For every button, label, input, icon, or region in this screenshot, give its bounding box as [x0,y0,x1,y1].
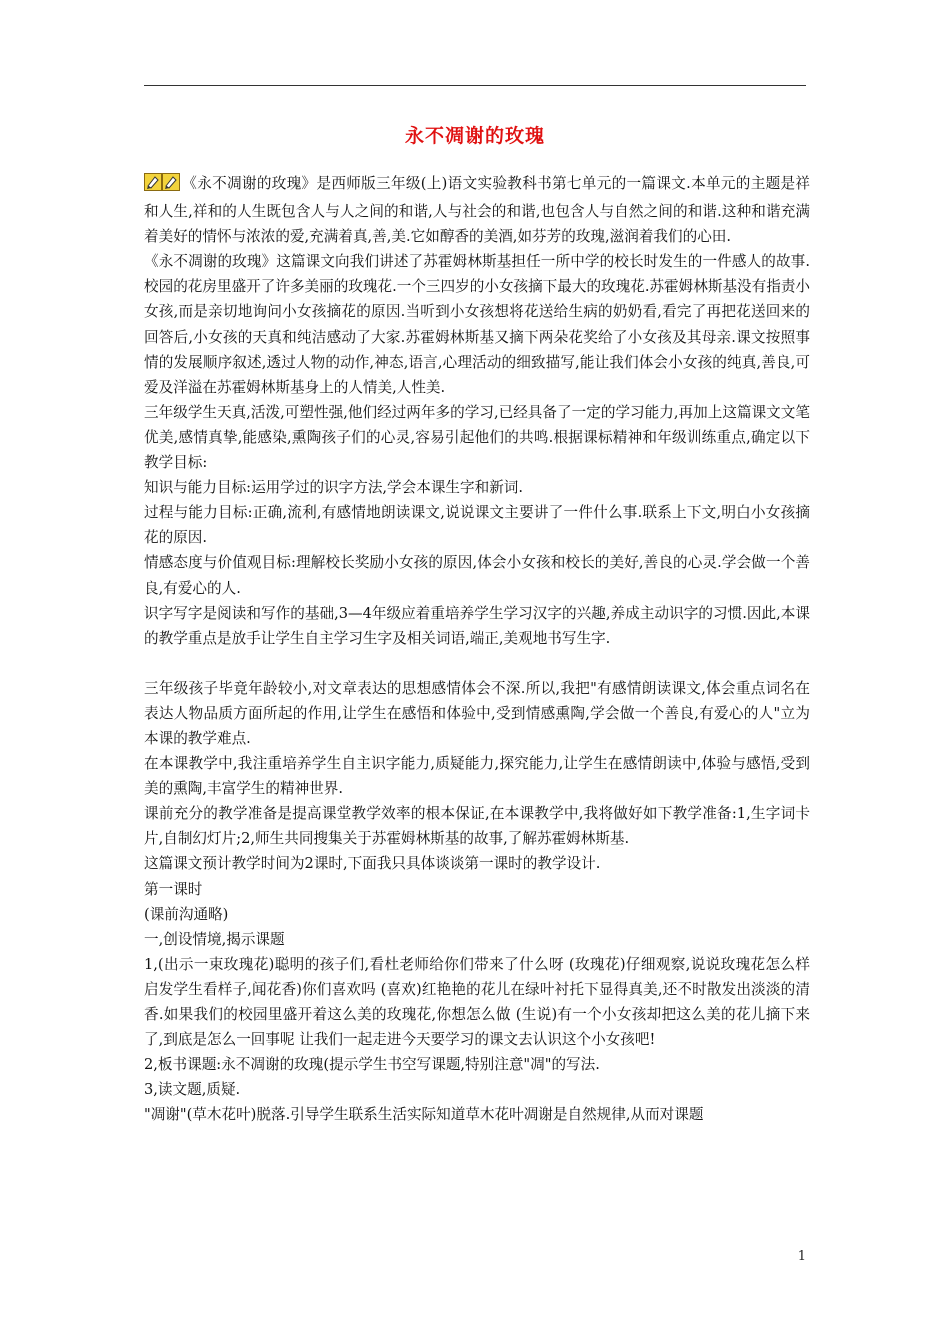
pencil-book-icons [144,173,180,199]
paragraph: 2,板书课题:永不凋谢的玫瑰(提示学生书空写课题,特别注意"凋"的写法. [144,1056,600,1074]
document-body [144,171,810,1127]
paragraph: 《永不凋谢的玫瑰》是西师版三年级(上)语文实验教科书第七单元的一篇课文.本单元的主题是祥和人生,祥和的人生既包含人与人之间的和谐,人与社会的和谐,也包含人与自然之间的和谐.这种和谐充满着美好的情怀与浓浓的爱,充满着真,善,美.它如醇香的美酒,如芬芳的玫瑰,滋润着我们的心田. [144,175,810,246]
section-heading: 一,创设情境,揭示课题 [144,930,285,948]
paragraph: 情感态度与价值观目标:理解校长奖励小女孩的原因,体会小女孩和校长的美好,善良的心灵.学会做一个善良,有爱心的人. [144,554,810,597]
header-rule [144,85,806,86]
paragraph: 三年级孩子毕竟年龄较小,对文章表达的思想感情体会不深.所以,我把"有感情朗读课文,体会重点词名在表达人物品质方面所起的作用,让学生在感悟和体验中,受到情感熏陶,学会做一个善良,有爱心的人"立为本课的教学难点. [144,679,810,747]
section-heading: 第一课时 [144,880,203,898]
paragraph: 这篇课文预计教学时间为2课时,下面我只具体谈谈第一课时的教学设计. [144,855,601,873]
paragraph: 识字写字是阅读和写作的基础,3—4年级应着重培养学生学习汉字的兴趣,养成主动识字的习惯.因此,本课的教学重点是放手让学生自主学习生字及相关词语,端正,美观地书写生字. [144,604,810,647]
paragraph: 3,读文题,质疑. [144,1081,241,1099]
document-title: 永不凋谢的玫瑰 [404,125,545,147]
paragraph: (课前沟通略) [144,905,229,923]
page-number: 1 [797,1249,806,1264]
paragraph: "凋谢"(草木花叶)脱落.引导学生联系生活实际知道草木花叶凋谢是自然规律,从而对课题 [144,1106,704,1124]
paragraph: 在本课教学中,我注重培养学生自主识字能力,质疑能力,探究能力,让学生在感情朗读中,体验与感悟,受到美的熏陶,丰富学生的精神世界. [144,755,810,798]
pencil-book-icon [144,173,162,191]
paragraph: 1,(出示一束玫瑰花)聪明的孩子们,看杜老师给你们带来了什么呀 (玫瑰花)仔细观察,说说玫瑰花怎么样 启发学生看样子,闻花香)你们喜欢吗 (喜欢)红艳艳的花儿在绿叶衬托下显得真美,还不时散发出淡淡的清香.如果我们的校园里盛开着这么美的玫瑰花,你想怎么做 (生说)有一个小女孩却把这么美的花儿摘下来了,到底是怎么一回事呢 让我们一起走进今天要学习的课文去认识这个小女孩吧! [144,955,810,1049]
pencil-book-icon [162,173,180,191]
paragraph: 《永不凋谢的玫瑰》这篇课文向我们讲述了苏霍姆林斯基担任一所中学的校长时发生的一件感人的故事.校园的花房里盛开了许多美丽的玫瑰花.一个三四岁的小女孩摘下最大的玫瑰花.苏霍姆林斯基没有指责小女孩,而是亲切地询问小女孩摘花的原因.当听到小女孩想将花送给生病的奶奶看,看完了再把花送回来的回答后,小女孩的天真和纯洁感动了大家.苏霍姆林斯基又摘下两朵花奖给了小女孩及其母亲.课文按照事情的发展顺序叙述,透过人物的动作,神态,语言,心理活动的细致描写,能让我们体会小女孩的纯真,善良,可爱及洋溢在苏霍姆林斯基身上的人情美,人性美. [144,253,811,396]
paragraph: 课前充分的教学准备是提高课堂教学效率的根本保证,在本课教学中,我将做好如下教学准备:1,生字词卡片,自制幻灯片;2,师生共同搜集关于苏霍姆林斯基的故事,了解苏霍姆林斯基. [144,805,810,848]
paragraph: 过程与能力目标:正确,流利,有感情地朗读课文,说说课文主要讲了一件什么事.联系上下文,明白小女孩摘花的原因. [144,504,810,547]
paragraph: 知识与能力目标:运用学过的识字方法,学会本课生字和新词. [144,479,524,497]
blank-line [144,651,810,676]
paragraph: 三年级学生天真,活泼,可塑性强,他们经过两年多的学习,已经具备了一定的学习能力,再加上这篇课文文笔优美,感情真挚,能感染,熏陶孩子们的心灵,容易引起他们的共鸣.根据课标精神和年级训练重点,确定以下教学目标: [144,403,810,472]
